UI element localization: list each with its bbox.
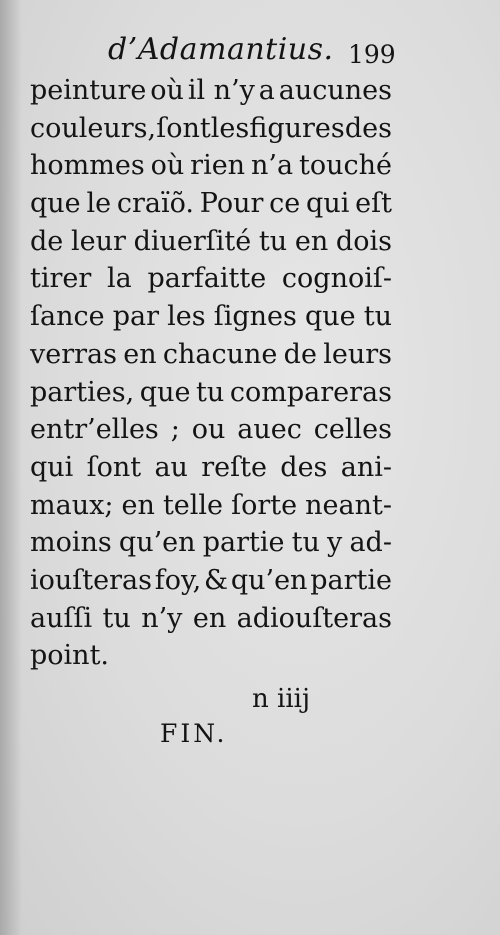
page-header — [0, 28, 500, 68]
text-line — [30, 562, 392, 600]
text-line — [30, 110, 392, 148]
word: neant- — [305, 489, 392, 521]
word: cognoiſ- — [281, 263, 392, 295]
word: peinture — [30, 75, 147, 106]
word: figures — [249, 112, 345, 144]
text-line — [30, 336, 392, 374]
body-text — [30, 72, 392, 675]
word: ſance — [30, 301, 105, 333]
word: leur — [70, 225, 126, 257]
word: partie — [202, 527, 285, 559]
word: parties, — [30, 376, 135, 408]
word: où — [150, 75, 184, 106]
word: des — [344, 112, 392, 144]
word: hommes — [30, 150, 145, 182]
word: verras — [30, 338, 117, 370]
page-number: 199 — [348, 40, 396, 69]
text-line — [30, 185, 392, 223]
word: ou — [191, 414, 226, 446]
word: maux; — [30, 489, 114, 521]
word: qu’en — [230, 564, 308, 596]
word: n’a — [250, 150, 294, 182]
word: auec — [237, 414, 302, 446]
word: où — [150, 150, 185, 182]
word: entr’elles — [30, 414, 159, 446]
word: ad- — [349, 527, 392, 559]
word: le — [86, 188, 112, 220]
word: tu — [258, 225, 288, 257]
word: ce — [269, 188, 301, 220]
word: qui — [30, 451, 74, 483]
word: les — [210, 112, 250, 144]
word: de — [283, 338, 317, 370]
word: dois — [335, 225, 392, 257]
text-line — [30, 223, 392, 261]
word: ; — [170, 414, 180, 446]
word: n’y — [141, 602, 183, 634]
word: parfaitte — [147, 263, 267, 295]
word: des — [280, 451, 328, 483]
word: Pour — [199, 188, 264, 220]
word: adiouſteras — [236, 602, 392, 634]
word: qui — [306, 188, 350, 220]
word: craïõ. — [116, 188, 194, 220]
closing-word: FIN. — [160, 719, 228, 748]
text-line — [30, 600, 392, 638]
word: la — [107, 263, 132, 295]
word: en — [121, 489, 155, 521]
word: par — [112, 301, 159, 333]
word: que — [139, 376, 191, 408]
word: qu’en — [118, 527, 196, 559]
word: il n’y — [187, 75, 255, 106]
word: en — [294, 225, 329, 257]
word: touché — [298, 150, 392, 182]
text-line — [30, 411, 392, 449]
word: tu — [196, 376, 225, 408]
word: ſont — [86, 451, 142, 483]
word: tu — [291, 527, 320, 559]
word: en — [192, 602, 227, 634]
word: en — [123, 338, 157, 370]
word: compareras — [229, 376, 392, 408]
word: diuerſité — [133, 225, 252, 257]
text-line — [30, 374, 392, 412]
word: que — [30, 188, 81, 220]
word: point. — [30, 640, 109, 672]
word: couleurs, — [30, 112, 157, 144]
word: moins — [30, 527, 112, 559]
word: & — [204, 564, 229, 596]
text-line — [30, 260, 392, 298]
running-head: d’Adamantius. — [108, 32, 334, 67]
word: leurs — [323, 338, 392, 370]
gutter-shadow — [0, 0, 22, 935]
word: a — [258, 75, 275, 106]
word: tu — [102, 602, 131, 634]
word: partie — [310, 564, 392, 596]
text-line — [30, 524, 392, 562]
word: auſſi — [30, 602, 93, 634]
text-line — [30, 637, 392, 675]
word: de — [30, 225, 64, 257]
word: celles — [313, 414, 392, 446]
word: ſignes — [213, 301, 297, 333]
word: foy, — [154, 564, 202, 596]
word: tirer — [30, 263, 92, 295]
text-line — [30, 487, 392, 525]
word: que — [304, 301, 356, 333]
text-line — [30, 449, 392, 487]
word: iouſteras — [30, 564, 152, 596]
word: y — [327, 527, 343, 559]
word: tu — [363, 301, 392, 333]
word: aucunes — [278, 75, 392, 106]
word: ſorte — [231, 489, 298, 521]
word: ſont — [156, 112, 211, 144]
word: au — [154, 451, 188, 483]
word: eſt — [355, 188, 392, 220]
word: rien — [190, 150, 246, 182]
word: les — [167, 301, 206, 333]
text-line — [30, 72, 392, 110]
word: ani- — [340, 451, 392, 483]
word: reſte — [201, 451, 267, 483]
text-line — [30, 298, 392, 336]
word: telle — [162, 489, 224, 521]
word: chacune — [162, 338, 278, 370]
text-line — [30, 147, 392, 185]
signature-mark: n iiij — [252, 684, 311, 714]
